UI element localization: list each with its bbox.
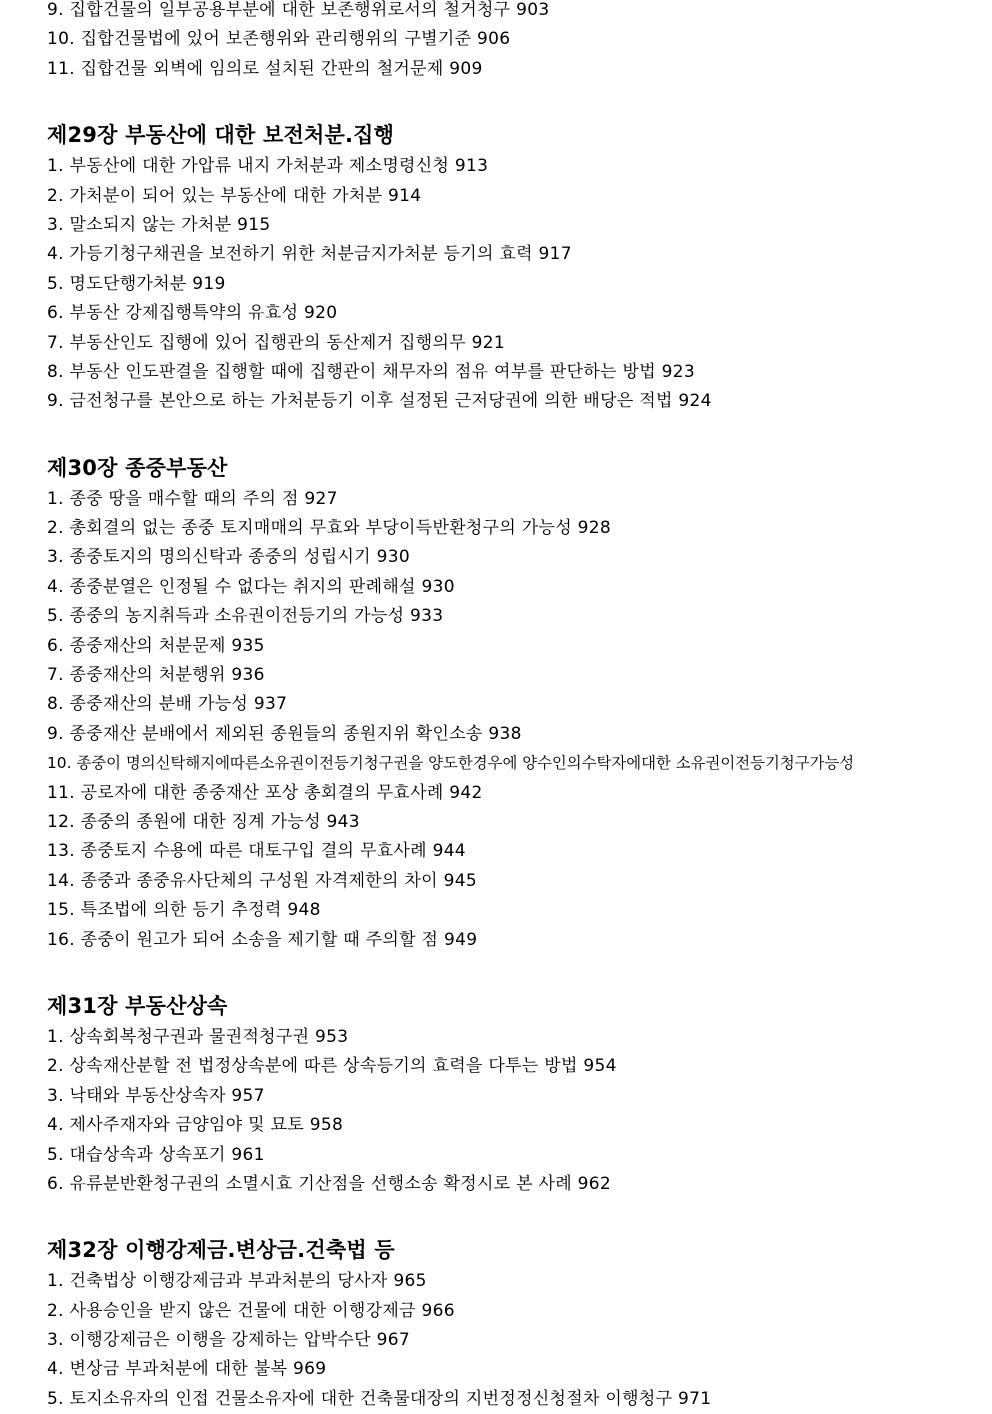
toc-item: 16. 종중이 원고가 되어 소송을 제기할 때 주의할 점 949	[47, 929, 478, 950]
toc-item: 3. 낙태와 부동산상속자 957	[47, 1085, 265, 1106]
toc-item: 1. 건축법상 이행강제금과 부과처분의 당사자 965	[47, 1271, 427, 1292]
toc-item: 12. 종중의 종원에 대한 징계 가능성 943	[47, 811, 360, 832]
toc-item: 4. 종중분열은 인정될 수 없다는 취지의 판례해설 930	[47, 576, 455, 597]
toc-item: 5. 명도단행가처분 919	[47, 273, 226, 294]
toc-item: 5. 토지소유자의 인접 건물소유자에 대한 건축물대장의 지번정정신청절차 이행청구 971	[47, 1388, 712, 1409]
toc-item: 11. 공로자에 대한 종중재산 포상 총회결의 무효사례 942	[47, 782, 483, 803]
toc-item: 14. 종중과 종중유사단체의 구성원 자격제한의 차이 945	[47, 870, 477, 891]
toc-item: 1. 부동산에 대한 가압류 내지 가처분과 제소명령신청 913	[47, 156, 489, 177]
chapter-title: 제31장 부동산상속	[47, 993, 228, 1018]
toc-item: 7. 부동산인도 집행에 있어 집행관의 동산제거 집행의무 921	[47, 332, 505, 353]
toc-item: 11. 집합건물 외벽에 임의로 설치된 간판의 철거문제 909	[47, 58, 483, 79]
toc-item: 2. 가처분이 되어 있는 부동산에 대한 가처분 914	[47, 185, 422, 206]
toc-item: 4. 제사주재자와 금양임야 및 묘토 958	[47, 1115, 344, 1136]
toc-item: 7. 종중재산의 처분행위 936	[47, 665, 265, 686]
toc-item: 3. 종중토지의 명의신탁과 종중의 성립시기 930	[47, 547, 410, 568]
toc-item: 6. 유류분반환청구권의 소멸시효 기산점을 선행소송 확정시로 본 사례 962	[47, 1173, 612, 1194]
toc-item: 4. 변상금 부과처분에 대한 불복 969	[47, 1359, 327, 1380]
toc-item: 8. 부동산 인도판결을 집행할 때에 집행관이 채무자의 점유 여부를 판단하는 방법 923	[47, 361, 696, 382]
toc-item: 10. 종중이 명의신탁해지에따른소유권이전등기청구권을 양도한경우에 양수인의수탁자에대한 소유권이전등기청구가능성	[47, 754, 855, 773]
chapter-title: 제32장 이행강제금.변상금.건축법 등	[47, 1238, 395, 1263]
toc-item: 13. 종중토지 수용에 따른 대토구입 결의 무효사례 944	[47, 841, 466, 862]
top-items	[47, 0, 987, 84]
chapter-title: 제29장 부동산에 대한 보전처분.집행	[47, 123, 395, 148]
toc-item: 9. 종중재산 분배에서 제외된 종원들의 종원지위 확인소송 938	[47, 723, 522, 744]
toc-item: 5. 종중의 농지취득과 소유권이전등기의 가능성 933	[47, 606, 444, 627]
toc-item: 2. 상속재산분할 전 법정상속분에 따른 상속등기의 효력을 다투는 방법 954	[47, 1056, 617, 1077]
toc-item: 10. 집합건물법에 있어 보존행위와 관리행위의 구별기준 906	[47, 29, 511, 50]
toc-item: 2. 사용승인을 받지 않은 건물에 대한 이행강제금 966	[47, 1300, 455, 1321]
toc-item: 2. 총회결의 없는 종중 토지매매의 무효와 부당이득반환청구의 가능성 928	[47, 518, 612, 539]
toc-item: 4. 가등기청구채권을 보전하기 위한 처분금지가처분 등기의 효력 917	[47, 244, 572, 265]
chapter-title: 제30장 종중부동산	[47, 455, 228, 480]
toc-item: 9. 집합건물의 일부공용부분에 대한 보존행위로서의 철거청구 903	[47, 0, 550, 20]
chapter-31	[47, 989, 987, 1199]
toc-page	[47, 0, 987, 1414]
toc-item: 8. 종중재산의 분배 가능성 937	[47, 694, 288, 715]
toc-item: 9. 금전청구를 본안으로 하는 가처분등기 이후 설정된 근저당권에 의한 배당은 적법 924	[47, 391, 712, 412]
chapter-29	[47, 118, 987, 417]
toc-item: 6. 종중재산의 처분문제 935	[47, 635, 265, 656]
toc-item: 1. 종중 땅을 매수할 때의 주의 점 927	[47, 488, 338, 509]
toc-item: 6. 부동산 강제집행특약의 유효성 920	[47, 303, 338, 324]
toc-item: 1. 상속회복청구권과 물권적청구권 953	[47, 1026, 349, 1047]
toc-item: 3. 이행강제금은 이행을 강제하는 압박수단 967	[47, 1330, 410, 1351]
toc-item: 5. 대습상속과 상속포기 961	[47, 1144, 265, 1165]
chapter-32	[47, 1233, 987, 1414]
chapter-30	[47, 451, 987, 955]
toc-item: 3. 말소되지 않는 가처분 915	[47, 214, 271, 235]
toc-item: 15. 특조법에 의한 등기 추정력 948	[47, 900, 321, 921]
